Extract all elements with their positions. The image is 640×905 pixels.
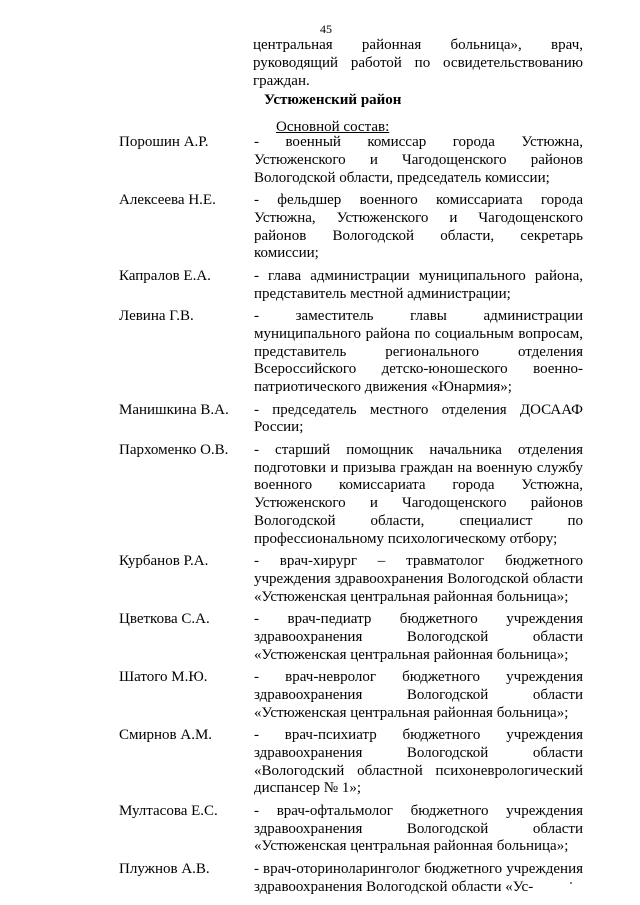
list-item: [119, 727, 583, 798]
district-title: Устюженский район: [264, 92, 402, 108]
list-item: [119, 192, 583, 263]
member-name: Мултасова Е.С.: [119, 802, 218, 819]
member-role: - врач-педиатр бюджетного учреждения здравоохранения Вологодской области «Устюженская центральная районная больница»;: [254, 611, 583, 663]
section-heading: Основной состав:: [276, 119, 390, 135]
member-role: - фельдшер военного комиссариата города Устюжна, Устюженского и Чагодощенского районов Вологодской области, секретарь комиссии;: [254, 191, 583, 262]
list-item: [119, 308, 583, 397]
member-name: Манишкина В.А.: [119, 401, 229, 418]
member-role: - глава администрации муниципального района, представитель местной администрации;: [254, 267, 583, 302]
member-role: - врач-оториноларинголог бюджетного учреждения здравоохранения Вологодской области «Ус-: [254, 860, 583, 895]
members-list: [119, 134, 583, 901]
member-name: Смирнов А.М.: [119, 727, 213, 744]
list-item: [119, 134, 583, 187]
member-role: - председатель местного отделения ДОСААФ России;: [254, 401, 583, 436]
member-name: Шатого М.Ю.: [119, 669, 208, 686]
member-name: Плужнов А.В.: [119, 860, 210, 877]
list-item: [119, 803, 583, 856]
list-item: [119, 442, 583, 549]
member-role: - заместитель главы администрации муниципального района по социальным вопросам, представитель регионального отделения Всероссийского детско-юношеского военно-патриотического движения «Юнармия»;: [254, 307, 583, 396]
list-item: [119, 669, 583, 722]
member-role: - старший помощник начальника отделения подготовки и призыва граждан на военную службу военного комиссариата города Устюжна, Устюженского и Чагодощенского районов Вологодской области, специалист по профессиональному психологическому отбору;: [254, 441, 583, 547]
list-item: [119, 268, 583, 304]
member-role: - врач-хирург – травматолог бюджетного учреждения здравоохранения Вологодской области «Устюженская центральная районная больница»;: [254, 553, 583, 605]
member-role: - врач-невролог бюджетного учреждения здравоохранения Вологодской области «Устюженская центральная районная больница»;: [254, 669, 583, 721]
member-name: Левина Г.В.: [119, 307, 194, 324]
list-item: [119, 861, 583, 897]
page-number: 45: [320, 22, 332, 36]
list-item: [119, 402, 583, 438]
member-name: Порошин А.Р.: [119, 134, 209, 150]
list-item: [119, 611, 583, 664]
member-name: Пархоменко О.В.: [119, 441, 229, 458]
member-role: - врач-психиатр бюджетного учреждения здравоохранения Вологодской области «Вологодский областной психоневрологический диспансер № 1»;: [254, 727, 583, 797]
continuation-text: центральная районная больница», врач, руководящий работой по освидетельствованию граждан.: [253, 37, 583, 89]
member-name: Капралов Е.А.: [119, 267, 211, 284]
member-name: Цветкова С.А.: [119, 611, 210, 628]
list-item: [119, 553, 583, 606]
member-role: - военный комиссар города Устюжна, Устюженского и Чагодощенского районов Вологодской области, председатель комиссии;: [254, 134, 583, 186]
member-name: Алексеева Н.Е.: [119, 191, 216, 208]
scan-speck: [570, 882, 572, 884]
member-role: - врач-офтальмолог бюджетного учреждения здравоохранения Вологодской области «Устюженская центральная районная больница»;: [254, 802, 583, 855]
member-name: Курбанов Р.А.: [119, 553, 209, 570]
